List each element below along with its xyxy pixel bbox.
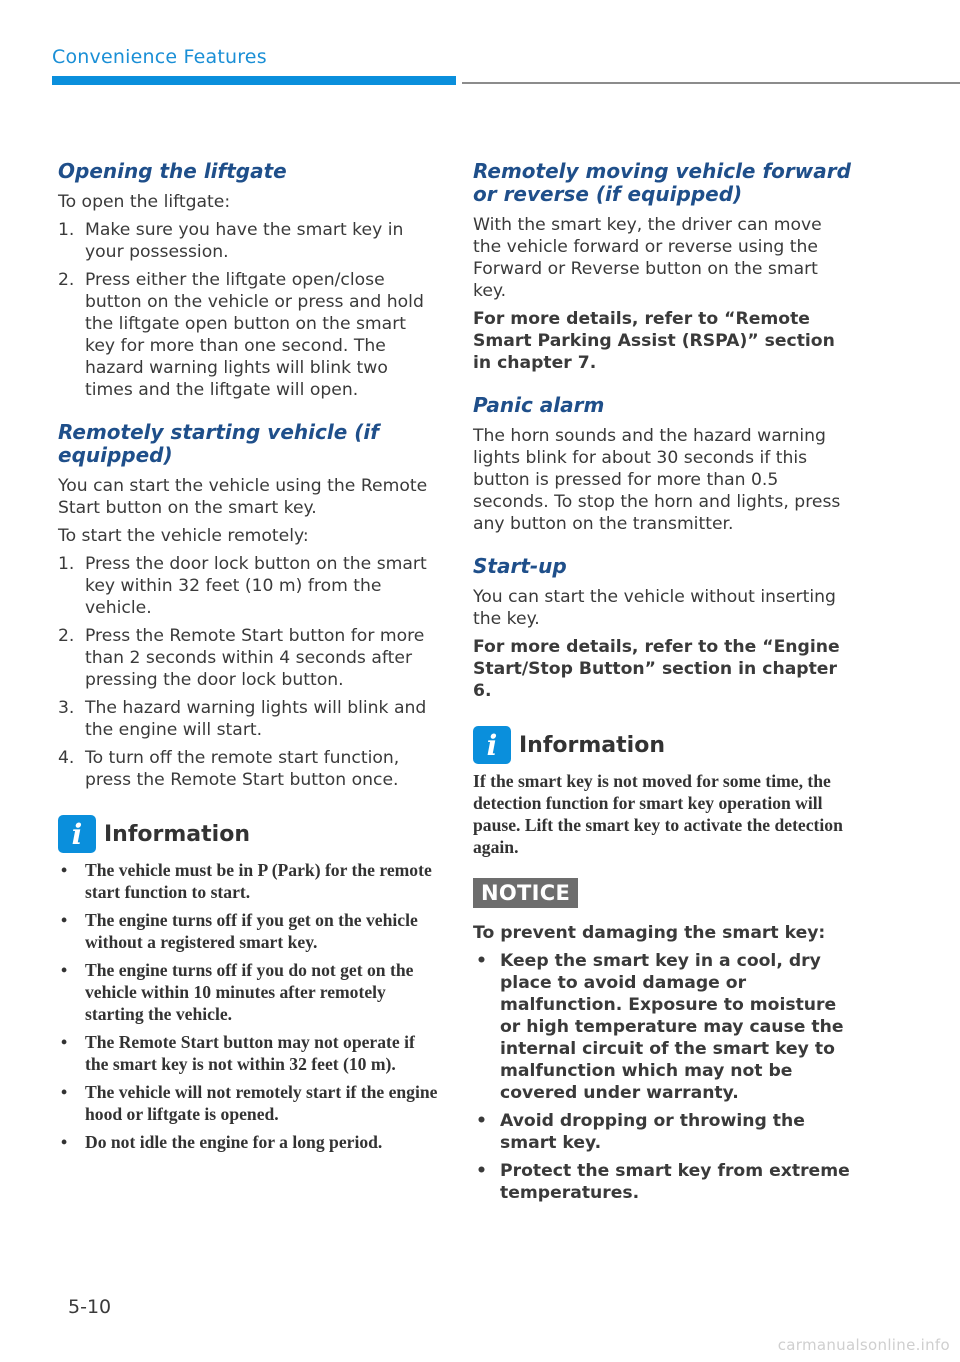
- remote-start-intro2: To start the vehicle remotely:: [58, 526, 309, 546]
- page-number: 5-10: [68, 1296, 112, 1318]
- remote-move-text: With the smart key, the driver can move the vehicle forward or reverse using the Forward or Reverse button on the smart key.: [473, 215, 822, 301]
- liftgate-intro: To open the liftgate:: [58, 192, 231, 212]
- list-item: • Keep the smart key in a cool, dry place to avoid damage or malfunction. Exposure to moisture or high temperature may cause the internal circuit of the smart key to malfunction which may not be covered under warranty.: [473, 950, 853, 1104]
- info-header: [473, 726, 853, 764]
- step-text: Press the door lock button on the smart key within 32 feet (10 m) from the vehicle.: [85, 554, 427, 618]
- step-number: 3.: [58, 698, 75, 718]
- startup-ref: For more details, refer to the “Engine Start/Stop Button” section in chapter 6.: [473, 637, 840, 701]
- notice-bullets: [473, 950, 853, 1204]
- list-item: • Do not idle the engine for a long period.: [58, 1131, 438, 1153]
- list-item: • The engine turns off if you do not get on the vehicle within 10 minutes after remotely starting the vehicle.: [58, 959, 438, 1025]
- panic-text: The horn sounds and the hazard warning lights blink for about 30 seconds if this button is pressed for more than 0.5 seconds. To stop the horn and lights, press any button on the transmitter.: [473, 426, 841, 534]
- section-title: Convenience Features: [52, 46, 267, 68]
- list-item: • Protect the smart key from extreme temperatures.: [473, 1160, 853, 1204]
- startup-text: You can start the vehicle without inserting the key.: [473, 587, 836, 629]
- info-icon: i: [58, 815, 96, 853]
- step-number: 1.: [58, 554, 75, 574]
- liftgate-steps: [58, 219, 438, 401]
- step-number: 2.: [58, 626, 75, 646]
- heading-start-up: Start-up: [473, 554, 567, 578]
- heading-opening-liftgate: Opening the liftgate: [58, 159, 287, 183]
- list-item: [58, 747, 438, 791]
- remote-move-ref: For more details, refer to “Remote Smart Parking Assist (RSPA)” section in chapter 7.: [473, 309, 835, 373]
- list-item: [58, 219, 438, 263]
- step-number: 4.: [58, 748, 75, 768]
- info-text: If the smart key is not moved for some time, the detection function for smart key operation will pause. Lift the smart key to activate the detection again.: [473, 771, 843, 857]
- header-divider: [462, 82, 960, 84]
- heading-panic-alarm: Panic alarm: [473, 393, 605, 417]
- list-item: [58, 553, 438, 619]
- info-title: Information: [104, 821, 250, 847]
- list-item: • The vehicle will not remotely start if the engine hood or liftgate is opened.: [58, 1081, 438, 1125]
- right-column: [473, 160, 853, 1210]
- watermark: carmanualsonline.info: [777, 1336, 950, 1354]
- info-icon: i: [473, 726, 511, 764]
- step-number: 1.: [58, 220, 75, 240]
- list-item: • Avoid dropping or throwing the smart key.: [473, 1110, 853, 1154]
- list-item: • The vehicle must be in P (Park) for the remote start function to start.: [58, 859, 438, 903]
- list-item: • The Remote Start button may not operate if the smart key is not within 32 feet (10 m).: [58, 1031, 438, 1075]
- header-accent-bar: [52, 76, 456, 85]
- step-text: To turn off the remote start function, press the Remote Start button once.: [85, 748, 400, 790]
- list-item: [58, 697, 438, 741]
- step-text: Make sure you have the smart key in your possession.: [85, 220, 404, 262]
- left-column: [58, 160, 438, 1159]
- step-text: Press either the liftgate open/close button on the vehicle or press and hold the liftgate open button on the smart key for more than one second. The hazard warning lights will blink two times and the liftgate will open.: [85, 270, 424, 400]
- info-title: Information: [519, 732, 665, 758]
- heading-remote-start: Remotely starting vehicle (if equipped): [58, 420, 379, 467]
- info-bullets: [58, 859, 438, 1153]
- step-text: Press the Remote Start button for more than 2 seconds within 4 seconds after pressing the door lock button.: [85, 626, 425, 690]
- step-text: The hazard warning lights will blink and the engine will start.: [85, 698, 427, 740]
- info-header: [58, 815, 438, 853]
- step-number: 2.: [58, 270, 75, 290]
- remote-start-steps: [58, 553, 438, 791]
- list-item: [58, 625, 438, 691]
- heading-remote-move: Remotely moving vehicle forward or reverse (if equipped): [473, 159, 851, 206]
- notice-badge: NOTICE: [473, 878, 578, 908]
- list-item: • The engine turns off if you get on the vehicle without a registered smart key.: [58, 909, 438, 953]
- notice-intro: To prevent damaging the smart key:: [473, 923, 826, 943]
- remote-start-intro: You can start the vehicle using the Remote Start button on the smart key.: [58, 476, 428, 518]
- list-item: [58, 269, 438, 401]
